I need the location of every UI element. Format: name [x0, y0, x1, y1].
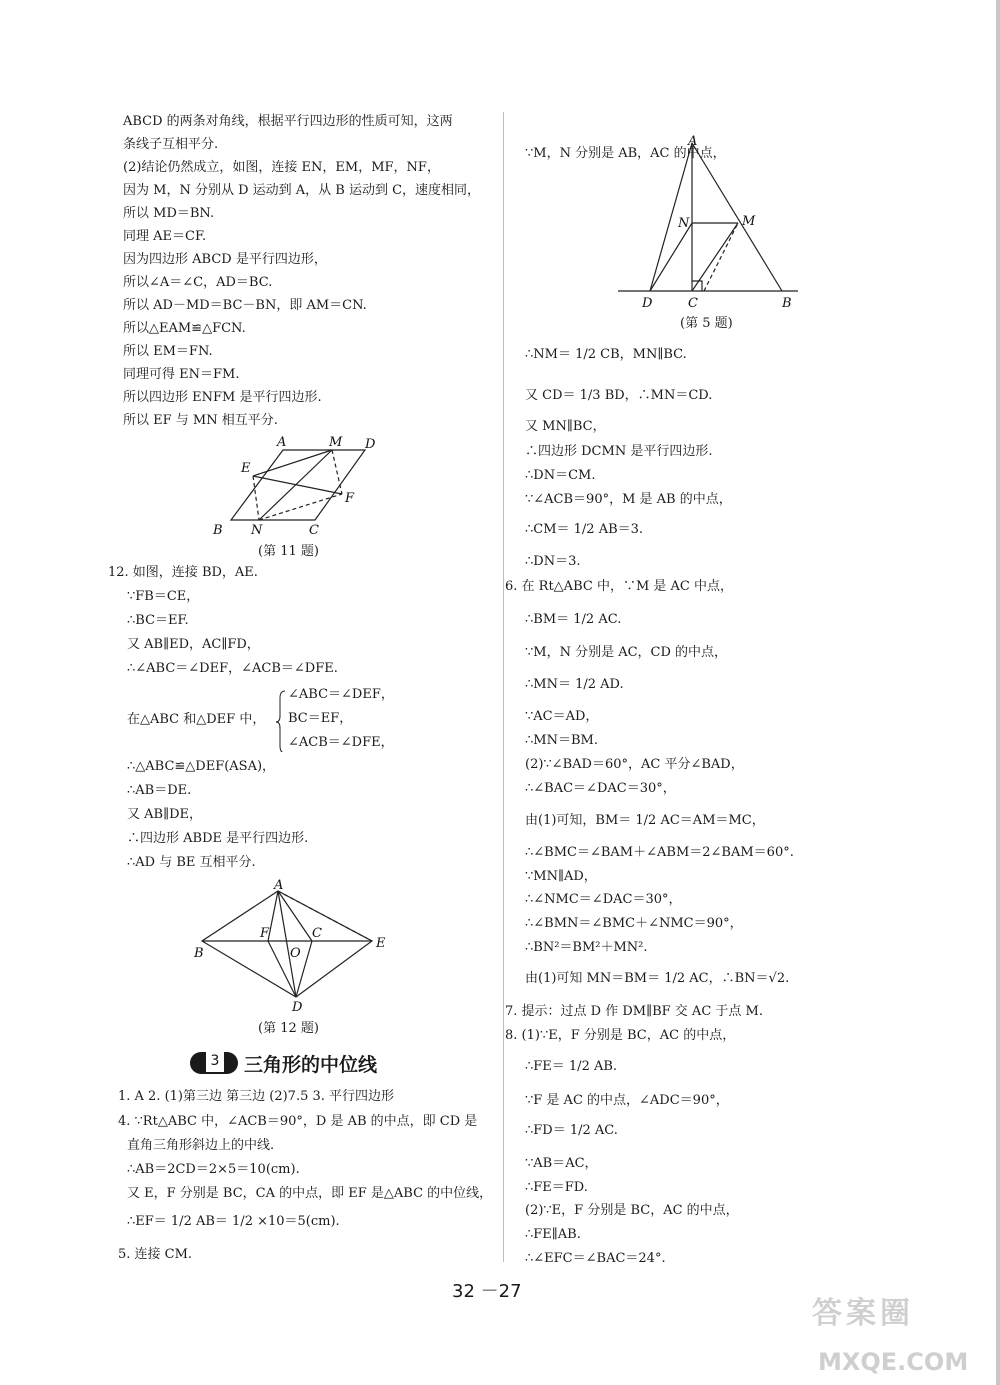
text-line: ∴∠BMC＝∠BAM＋∠ABM＝2∠BAM＝60°. [525, 845, 794, 860]
fig11-label: A [277, 436, 287, 450]
text-line: ∴FE＝FD. [525, 1180, 588, 1195]
text-line: 所以△EAM≌△FCN. [123, 321, 246, 336]
fig5-label: A [688, 135, 698, 149]
text-line: ∵M，N 分别是 AC，CD 的中点， [525, 645, 728, 660]
figure-11 [205, 436, 385, 540]
text-line: 6. 在 Rt△ABC 中，∵M 是 AC 中点， [505, 579, 733, 594]
text-line: ∴∠NMC＝∠DAC＝30°， [525, 892, 682, 907]
fig12-label: B [194, 946, 204, 961]
section-number: 3 [206, 1050, 224, 1072]
text-line: 因为四边形 ABCD 是平行四边形， [123, 252, 327, 267]
fig5-label: D [642, 296, 653, 310]
text-line: ∵M，N 分别是 AB，AC 的中点， [525, 146, 726, 161]
text-line: 所以 MD＝BN. [123, 206, 215, 221]
fig11-label: C [309, 523, 319, 538]
text-line: 因为 M，N 分别从 D 运动到 A，从 B 运动到 C，速度相同， [123, 183, 481, 198]
fig11-label: D [365, 437, 376, 452]
fig11-label: F [345, 491, 355, 506]
text-line: ∴△ABC≌△DEF(ASA)， [127, 759, 276, 774]
text-line: ∠ABC＝∠DEF， [288, 687, 394, 702]
text-line: ∵∠ACB＝90°，M 是 AB 的中点， [525, 492, 732, 507]
text-line: 又 CD＝ 1/3 BD，∴MN＝CD. [525, 388, 713, 403]
section-title: 三角形的中位线 [244, 1054, 378, 1076]
text-line: 所以四边形 ENFM 是平行四边形. [123, 390, 322, 405]
text-line: ∴NM＝ 1/2 CB，MN∥BC. [525, 347, 687, 362]
text-line: ∴FE∥AB. [525, 1227, 581, 1242]
fig12-label: E [376, 936, 386, 951]
fig11-label: M [329, 436, 343, 450]
text-line: ABCD 的两条对角线，根据平行四边形的性质可知，这两 [123, 114, 453, 129]
fig5-label: M [742, 214, 756, 229]
fig12-label: F [260, 926, 270, 941]
text-line: 7. 提示：过点 D 作 DM∥BF 交 AC 于点 M. [505, 1004, 763, 1019]
column-divider [503, 112, 504, 1262]
text-line: ∴BN²＝BM²＋MN². [525, 940, 648, 955]
text-line: ∵MN∥AD， [525, 869, 597, 884]
text-line: 4. ∵Rt△ABC 中，∠ACB＝90°，D 是 AB 的中点，即 CD 是 [118, 1114, 478, 1129]
text-line: ∴MN＝BM. [525, 733, 598, 748]
text-line: 所以 EF 与 MN 相互平分. [123, 413, 278, 428]
text-line: 所以 AD－MD＝BC－BN，即 AM＝CN. [123, 298, 367, 313]
text-line: 12. 如图，连接 BD，AE. [108, 565, 258, 580]
text-line: ∴DN＝3. [525, 554, 581, 569]
text-line: ∠ACB＝∠DFE， [288, 735, 394, 750]
text-line: BC＝EF， [288, 711, 353, 726]
text-line: 条线子互相平分. [123, 137, 219, 152]
text-line: 同理可得 EN＝FM. [123, 367, 240, 382]
fig5-label: B [782, 296, 792, 310]
figure-12-caption: (第 12 题) [258, 1021, 319, 1036]
fig5-label: N [678, 216, 690, 231]
text-line: ∴MN＝ 1/2 AD. [525, 677, 624, 692]
figure-11-caption: (第 11 题) [258, 544, 319, 559]
text-line: 1. A 2. (1)第三边 第三边 (2)7.5 3. 平行四边形 [118, 1089, 395, 1104]
figure-12 [190, 877, 400, 1013]
text-line: ∴DN＝CM. [525, 468, 596, 483]
fig12-label: O [290, 946, 301, 961]
watermark-url: MXQE.COM [818, 1348, 969, 1376]
text-line: 所以∠A＝∠C，AD＝BC. [123, 275, 273, 290]
text-line: 在△ABC 和△DEF 中， [127, 712, 266, 727]
brace-icon [276, 690, 286, 752]
text-line: ∴∠ABC＝∠DEF，∠ACB＝∠DFE. [127, 661, 338, 676]
text-line: (2)结论仍然成立，如图，连接 EN，EM，MF，NF， [123, 160, 440, 175]
text-line: 直角三角形斜边上的中线. [127, 1138, 275, 1153]
text-line: ∴FD＝ 1/2 AC. [525, 1123, 618, 1138]
text-line: ∵F 是 AC 的中点，∠ADC＝90°， [525, 1093, 729, 1108]
fig12-label: C [312, 926, 322, 941]
fig11-label: E [241, 461, 251, 476]
fig11-label: N [251, 523, 263, 538]
text-line: 8. (1)∵E，F 分别是 BC，AC 的中点， [505, 1028, 736, 1043]
text-line: ∴EF＝ 1/2 AB＝ 1/2 ×10＝5(cm). [127, 1214, 340, 1229]
fig5-label: C [688, 296, 698, 310]
text-line: ∴FE＝ 1/2 AB. [525, 1059, 618, 1074]
fig12-label: A [274, 878, 284, 893]
text-line: ∴∠EFC＝∠BAC＝24°. [525, 1251, 666, 1266]
text-line: 又 MN∥BC， [525, 419, 606, 434]
text-line: 又 AB∥DE， [127, 807, 202, 822]
figure-5 [612, 135, 802, 310]
text-line: 又 AB∥ED，AC∥FD， [127, 637, 260, 652]
text-line: ∴AB＝DE. [127, 783, 192, 798]
text-line: 又 E，F 分别是 BC，CA 的中点，即 EF 是△ABC 的中位线， [127, 1186, 493, 1201]
text-line: ∴∠BMN＝∠BMC＋∠NMC＝90°， [525, 916, 743, 931]
text-line: ∵AC＝AD， [525, 709, 599, 724]
text-line: ∴BC＝EF. [127, 613, 189, 628]
fig11-label: B [213, 523, 223, 538]
text-line: 5. 连接 CM. [118, 1247, 193, 1262]
text-line: 由(1)可知，BM＝ 1/2 AC＝AM＝MC， [525, 813, 765, 828]
text-line: ∴CM＝ 1/2 AB＝3. [525, 522, 644, 537]
text-line: 由(1)可知 MN＝BM＝ 1/2 AC，∴BN＝√2. [525, 971, 790, 986]
text-line: ∴AD 与 BE 互相平分. [127, 855, 256, 870]
text-line: ∴∠BAC＝∠DAC＝30°， [525, 781, 676, 796]
text-line: (2)∵∠BAD＝60°，AC 平分∠BAD， [525, 757, 744, 772]
figure-5-caption: (第 5 题) [680, 316, 733, 331]
text-line: ∴四边形 ABDE 是平行四边形. [127, 831, 309, 846]
text-line: ∴四边形 DCMN 是平行四边形. [525, 444, 713, 459]
text-line: 同理 AE＝CF. [123, 229, 207, 244]
fig12-label: D [292, 1000, 303, 1013]
text-line: ∴BM＝ 1/2 AC. [525, 612, 622, 627]
text-line: 所以 EM＝FN. [123, 344, 213, 359]
text-line: (2)∵E，F 分别是 BC，AC 的中点， [525, 1203, 739, 1218]
page-number: 32 －27 [452, 1281, 522, 1302]
watermark-logo: 答案圈 [812, 1296, 914, 1331]
text-line: ∴AB＝2CD＝2×5＝10(cm). [127, 1162, 300, 1177]
page-edge [996, 0, 1000, 1385]
text-line: ∵AB＝AC， [525, 1156, 598, 1171]
text-line: ∵FB＝CE， [127, 589, 200, 604]
